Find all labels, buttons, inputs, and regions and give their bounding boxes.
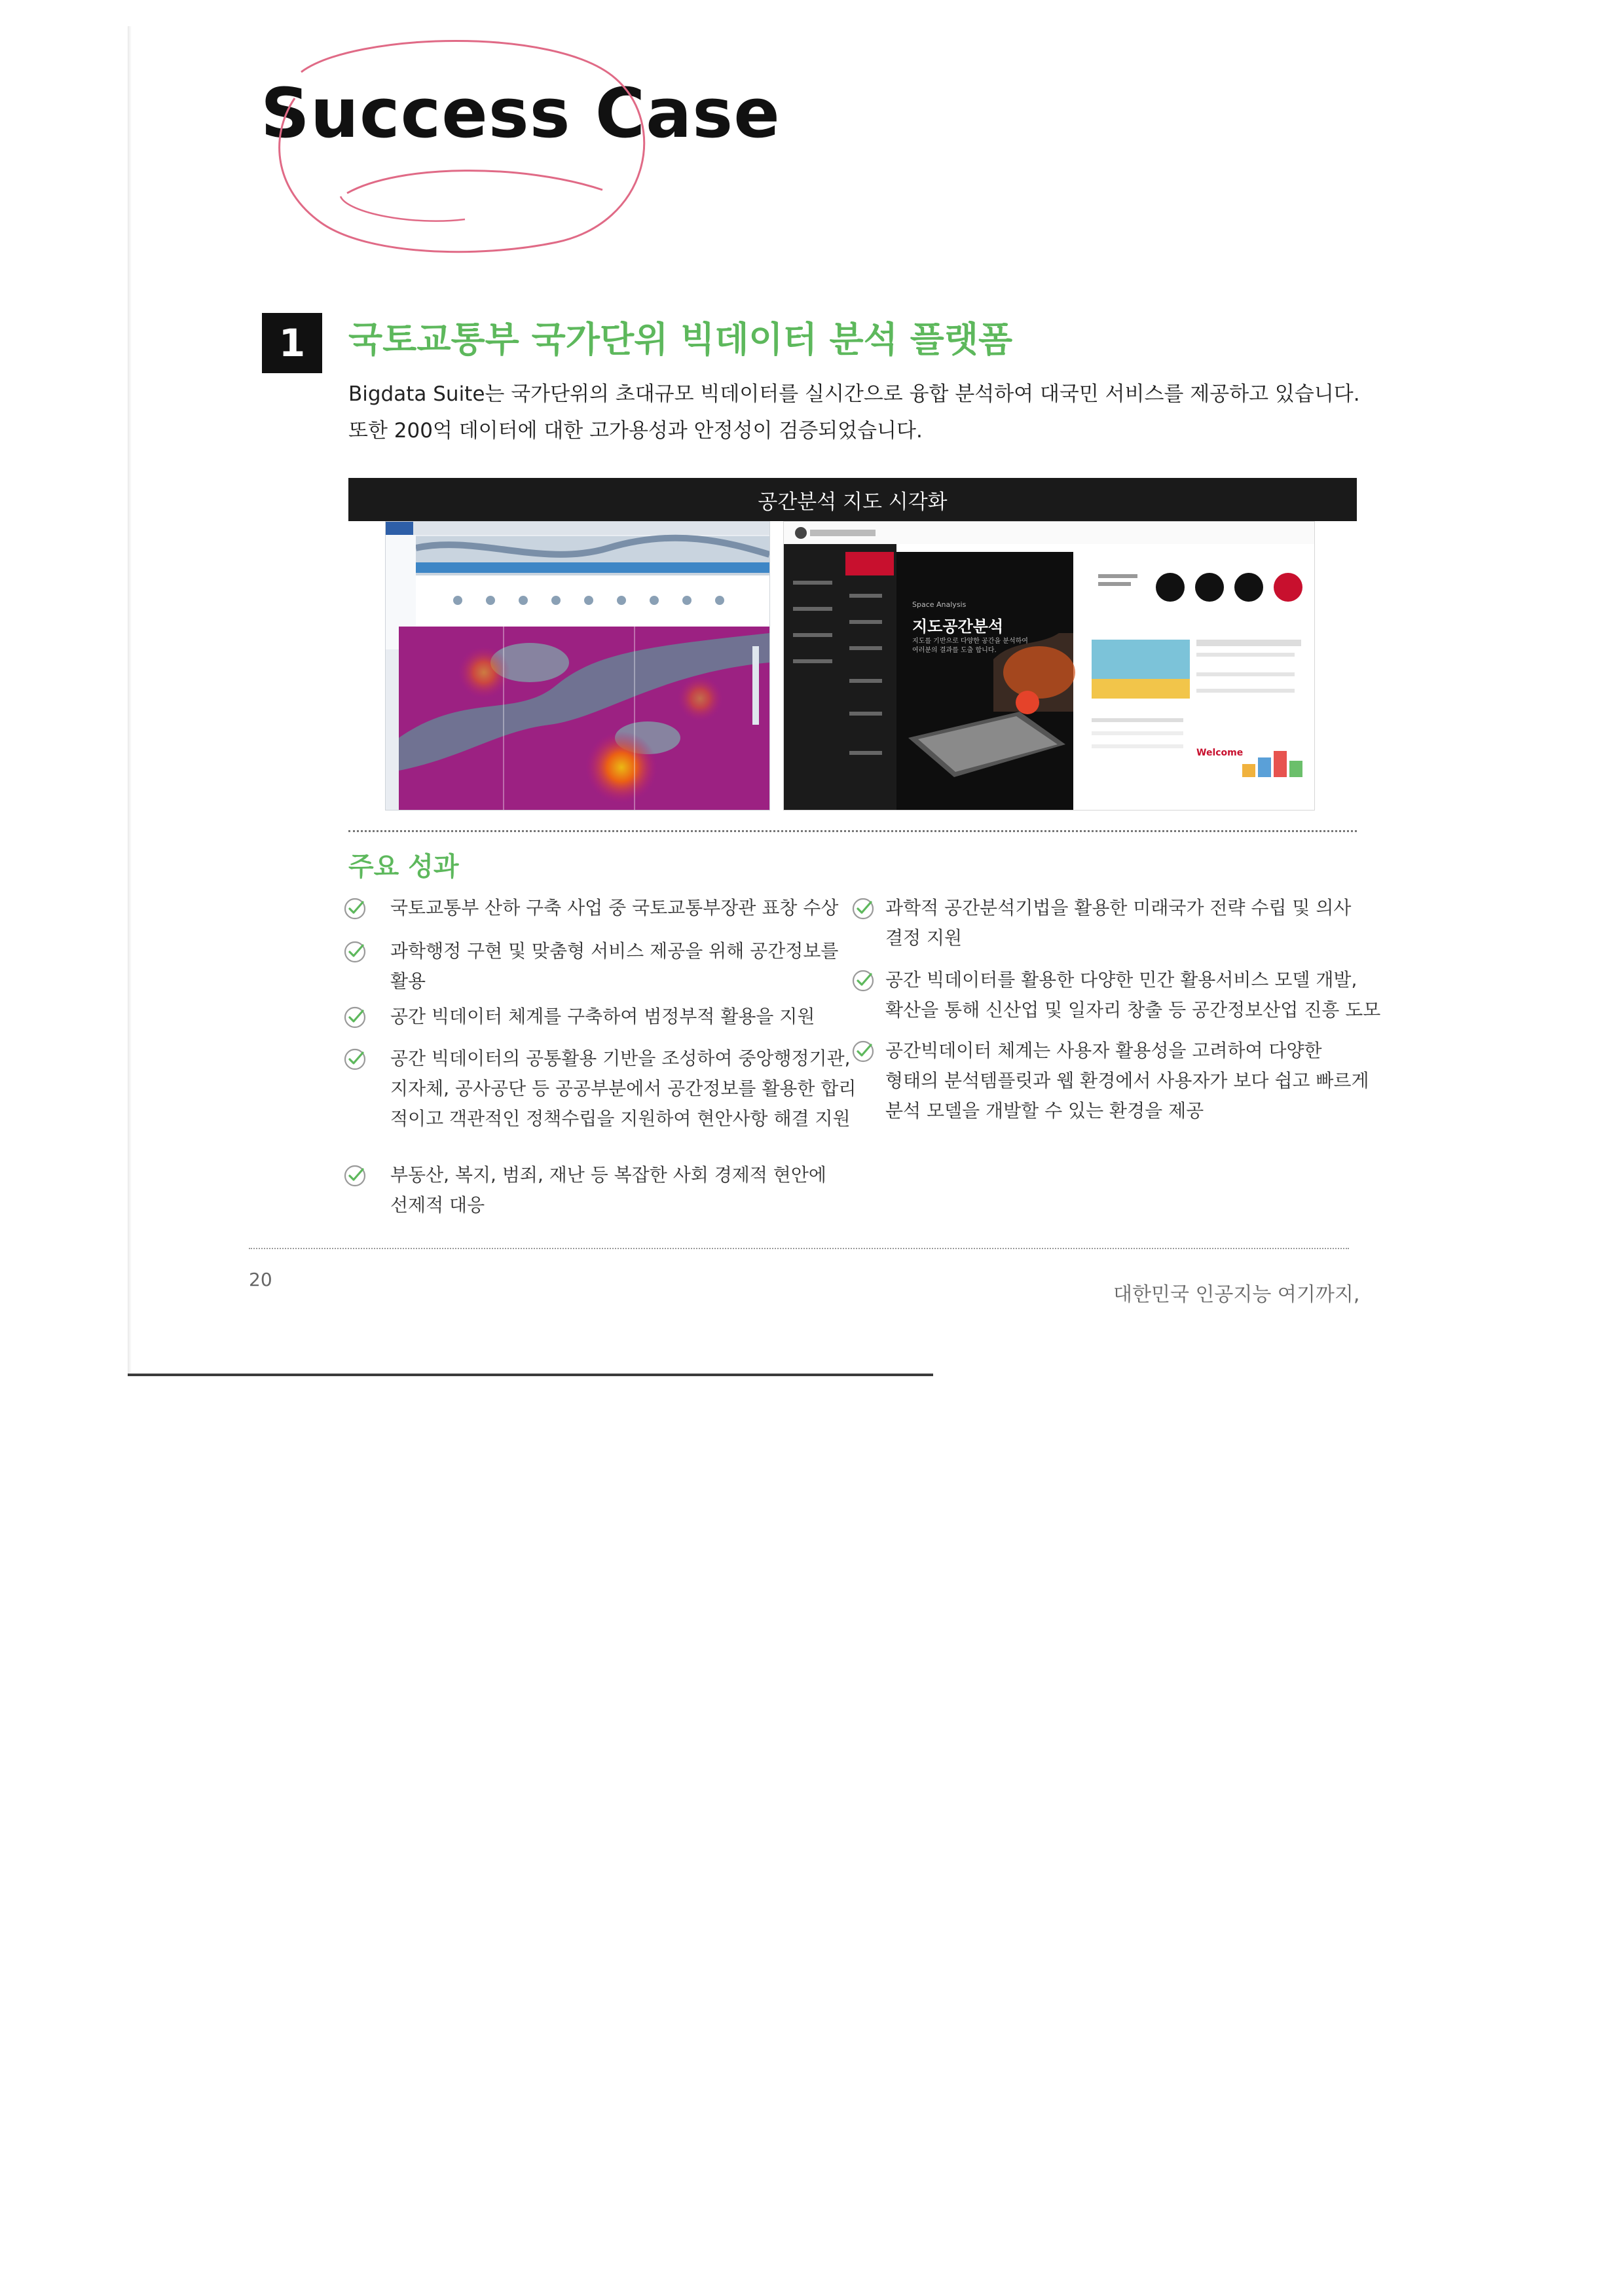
portal-desc: 지도를 기반으로 다양한 공간을 분석하여 여러분의 결과를 도출 합니다.	[912, 638, 1028, 654]
achievement-line: 활용	[390, 970, 426, 992]
figure-banner: 공간분석 지도 시각화	[348, 478, 1357, 521]
portal-brand: Welcome	[1196, 748, 1244, 758]
intro-line-2: 또한 200억 데이터에 대한 고가용성과 안정성이 검증되었습니다.	[348, 419, 923, 443]
achievement-line: 선제적 대응	[390, 1194, 485, 1216]
achievement-line: 공간 빅데이터 체계를 구축하여 범정부적 활용을 지원	[390, 1006, 815, 1027]
section-intro	[348, 376, 1370, 449]
pen-circle-mark	[249, 26, 694, 262]
achievement-item	[390, 1160, 826, 1220]
achievement-line: 국토교통부 산하 구축 사업 중 국토교통부장관 표창 수상	[390, 897, 839, 919]
heatmap-screenshot	[385, 521, 770, 811]
footer-divider	[249, 1248, 1349, 1249]
achievement-line: 부동산, 복지, 범죄, 재난 등 복잡한 사회 경제적 현안에	[390, 1164, 826, 1186]
intro-line-1: Bigdata Suite는 국가단위의 초대규모 빅데이터를 실시간으로 융합 분석하여 대국민 서비스를 제공하고 있습니다.	[348, 382, 1360, 406]
achievement-line: 지자체, 공사공단 등 공공부분에서 공간정보를 활용한 합리	[390, 1078, 857, 1099]
achievement-item	[885, 1036, 1369, 1126]
check-icon	[343, 1164, 367, 1188]
check-icon	[851, 1040, 875, 1063]
portal-illustration	[784, 522, 1314, 810]
achievement-line: 형태의 분석템플릿과 웹 환경에서 사용자가 보다 쉽고 빠르게	[885, 1070, 1369, 1091]
achievement-line: 공간빅데이터 체계는 사용자 활용성을 고려하여 다양한	[885, 1040, 1322, 1061]
achievement-line: 분석 모델을 개발할 수 있는 환경을 제공	[885, 1100, 1204, 1121]
achievement-item	[390, 893, 838, 923]
achievement-line: 과학행정 구현 및 맞춤형 서비스 제공을 위해 공간정보를	[390, 940, 839, 962]
achievement-line: 확산을 통해 신산업 및 일자리 창출 등 공간정보산업 진흥 도모	[885, 999, 1381, 1021]
page-title: Success Case	[261, 73, 781, 153]
check-icon	[343, 897, 367, 920]
section-number-badge: 1	[262, 313, 322, 373]
achievement-item	[390, 1044, 856, 1134]
portal-heading-en: Space Analysis	[912, 600, 967, 609]
section-title: 국토교통부 국가단위 빅데이터 분석 플랫폼	[348, 319, 1013, 360]
achievement-item	[885, 965, 1380, 1025]
page-bottom-edge	[128, 1374, 933, 1376]
achievement-item	[390, 936, 838, 996]
heatmap-illustration	[386, 522, 769, 810]
section-divider	[348, 830, 1357, 832]
check-icon	[851, 897, 875, 920]
portal-screenshot	[783, 521, 1315, 811]
portal-heading-ko: 지도공간분석	[912, 617, 1004, 636]
check-icon	[343, 1048, 367, 1071]
achievement-line: 결정 지원	[885, 927, 963, 949]
achievement-item	[885, 893, 1351, 953]
footer-tagline: 대한민국 인공지능 여기까지,	[1113, 1283, 1360, 1306]
check-icon	[343, 940, 367, 964]
check-icon	[851, 969, 875, 993]
achievement-line: 적이고 객관적인 정책수립을 지원하여 현안사항 해결 지원	[390, 1108, 851, 1129]
page-edge-shadow	[128, 26, 132, 1375]
achievements-title: 주요 성과	[348, 852, 459, 882]
page-number: 20	[249, 1269, 272, 1290]
achievement-line: 공간 빅데이터의 공통활용 기반을 조성하여 중앙행정기관,	[390, 1048, 851, 1069]
achievement-line: 공간 빅데이터를 활용한 다양한 민간 활용서비스 모델 개발,	[885, 969, 1357, 991]
achievement-line: 과학적 공간분석기법을 활용한 미래국가 전략 수립 및 의사	[885, 897, 1352, 919]
check-icon	[343, 1006, 367, 1029]
achievement-item	[390, 1002, 815, 1032]
